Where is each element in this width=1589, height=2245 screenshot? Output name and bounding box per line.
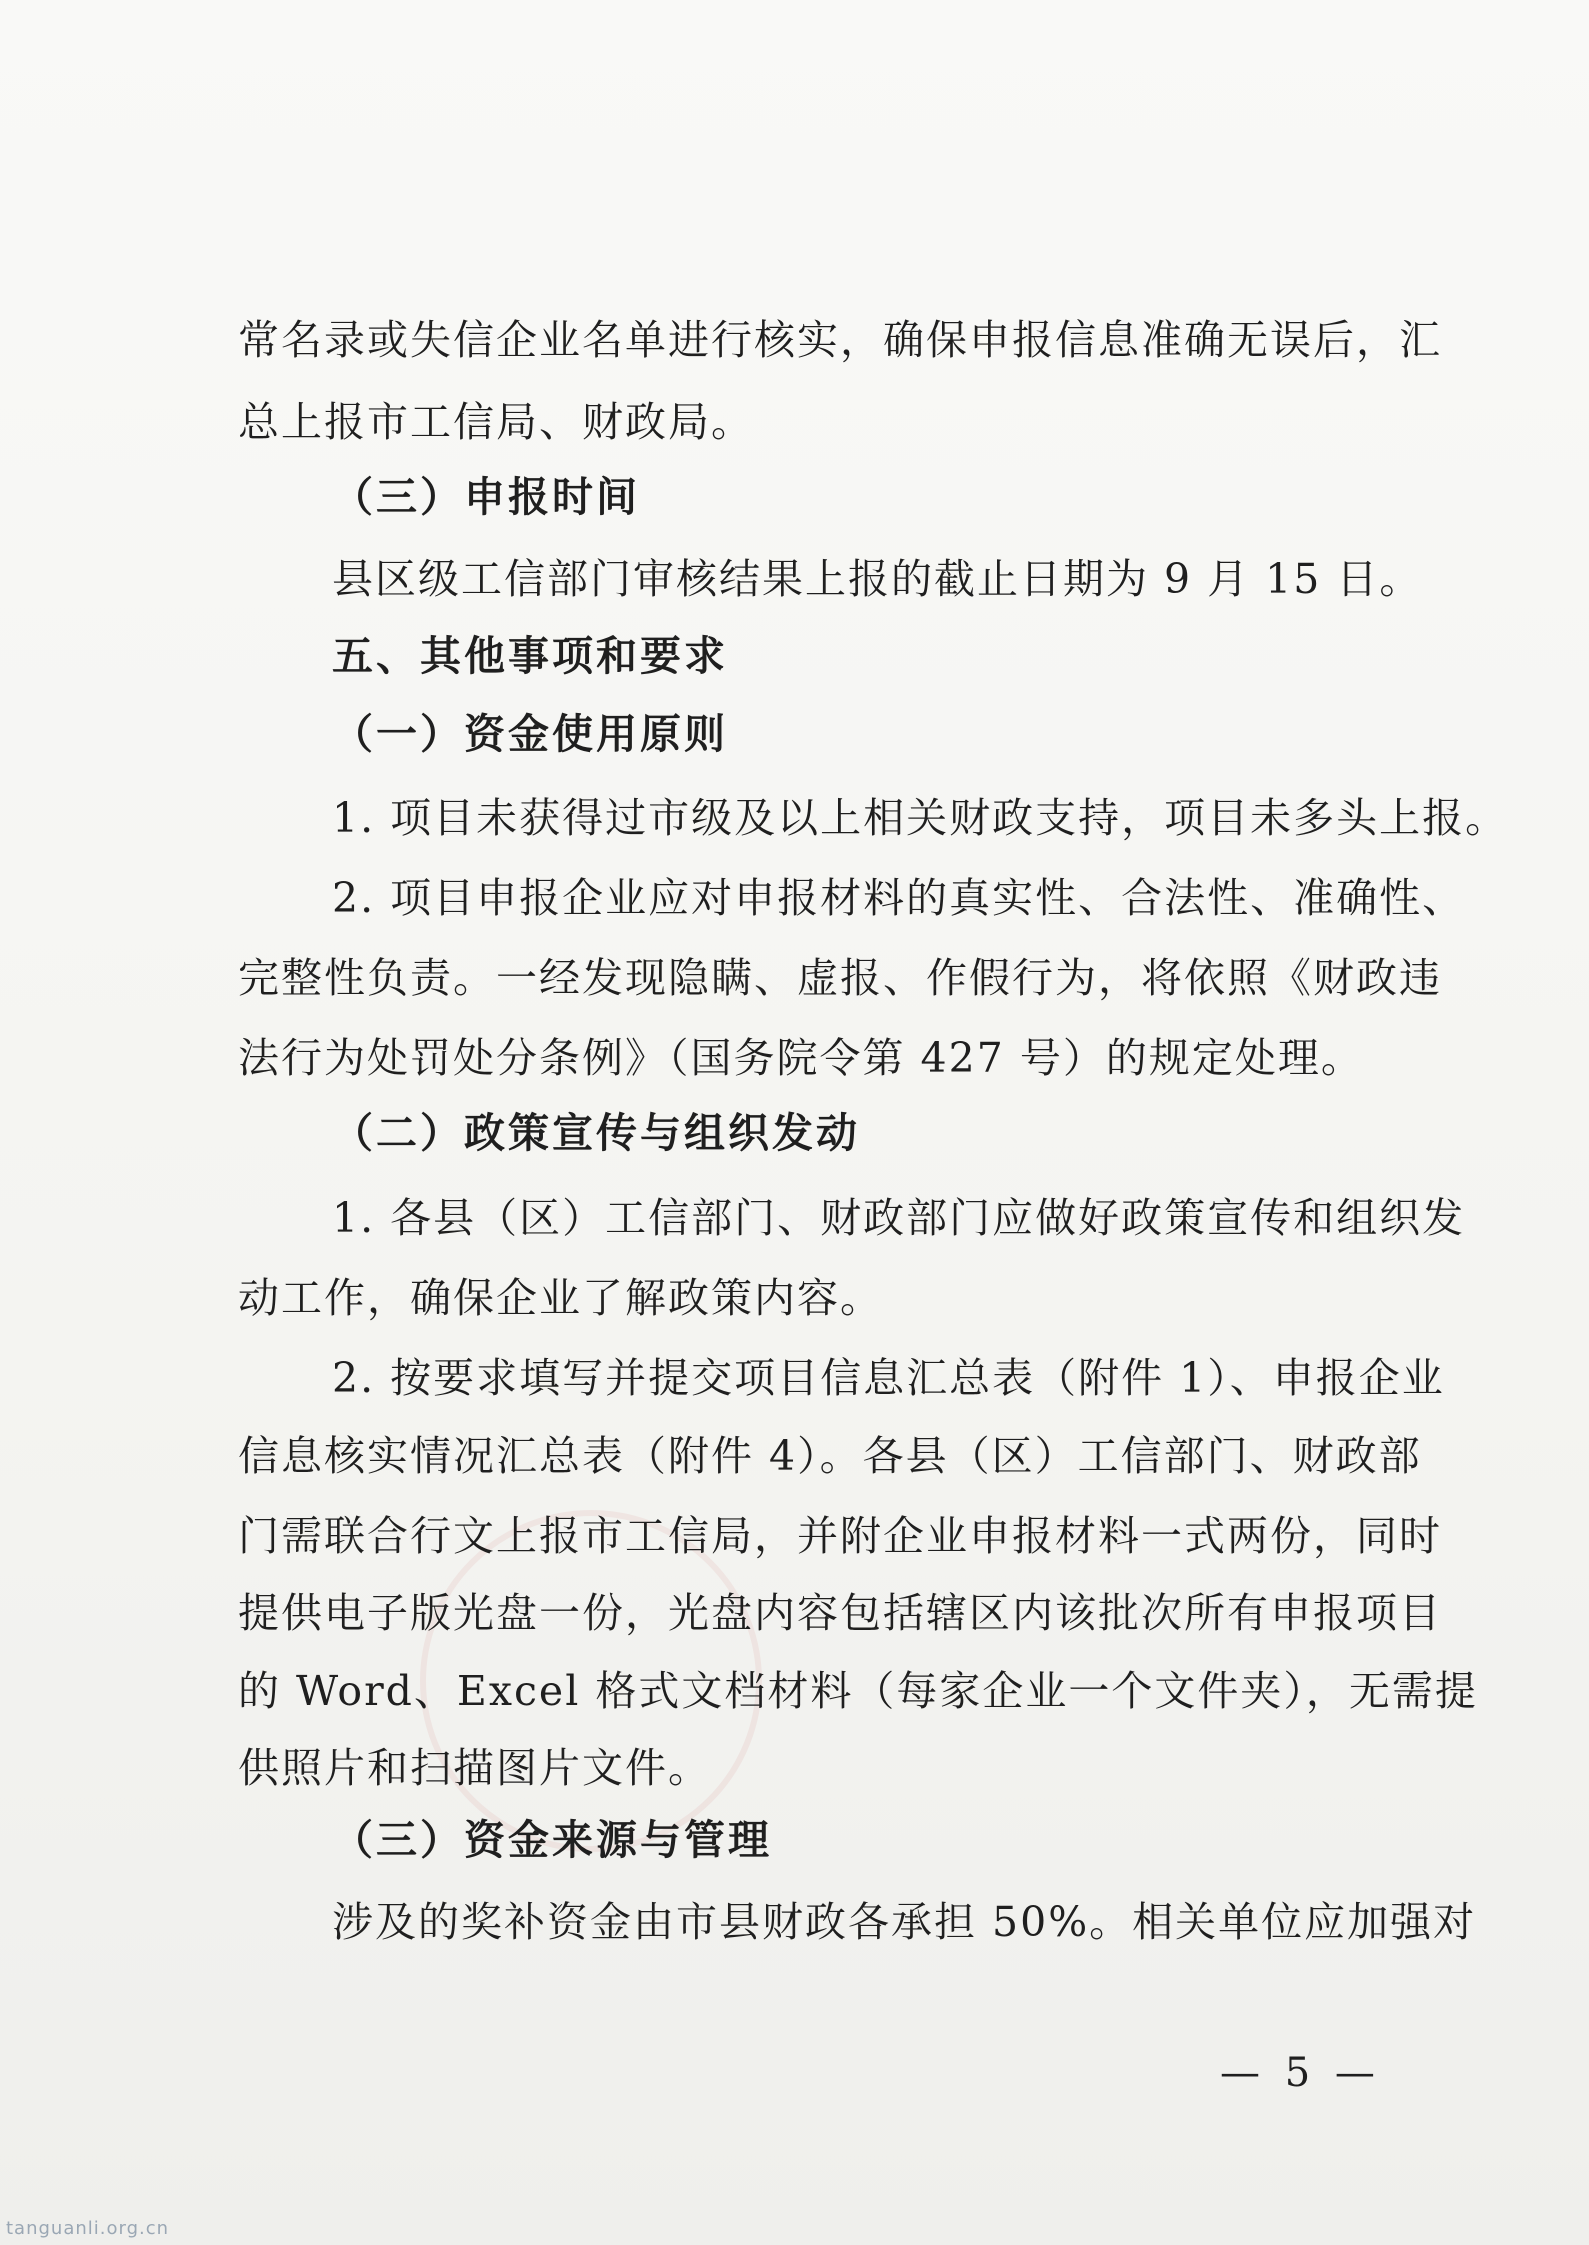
body-line: 2. 按要求填写并提交项目信息汇总表（附件 1）、申报企业 [332,1354,1445,1402]
body-line: 动工作，确保企业了解政策内容。 [238,1274,883,1322]
body-line: 供照片和扫描图片文件。 [238,1744,711,1792]
body-line: 总上报市工信局、财政局。 [238,398,754,446]
section-heading: （三）资金来源与管理 [332,1816,772,1864]
body-line: 1. 项目未获得过市级及以上相关财政支持，项目未多头上报。 [332,794,1509,842]
body-line: 涉及的奖补资金由市县财政各承担 50%。相关单位应加强对 [332,1898,1477,1946]
body-line: 的 Word、Excel 格式文档材料（每家企业一个文件夹），无需提 [238,1667,1478,1715]
watermark-text: tanguanli.org.cn [6,2218,170,2239]
page-number: — 5 — [1220,2050,1381,2096]
body-line: 信息核实情况汇总表（附件 4）。各县（区）工信部门、财政部 [238,1432,1422,1480]
body-line: 2. 项目申报企业应对申报材料的真实性、合法性、准确性、 [332,874,1466,922]
body-line: 完整性负责。一经发现隐瞒、虚报、作假行为，将依照《财政违 [238,954,1442,1002]
body-line: 1. 各县（区）工信部门、财政部门应做好政策宣传和组织发 [332,1194,1466,1242]
section-heading: 五、其他事项和要求 [332,632,728,680]
body-line: 门需联合行文上报市工信局，并附企业申报材料一式两份，同时 [238,1512,1442,1560]
section-heading: （一）资金使用原则 [332,710,728,758]
body-line: 法行为处罚处分条例》（国务院令第 427 号）的规定处理。 [238,1034,1364,1082]
body-line: 县区级工信部门审核结果上报的截止日期为 9 月 15 日。 [332,555,1423,603]
body-line: 常名录或失信企业名单进行核实，确保申报信息准确无误后，汇 [238,316,1442,364]
section-heading: （二）政策宣传与组织发动 [332,1109,860,1157]
body-line: 提供电子版光盘一份，光盘内容包括辖区内该批次所有申报项目 [238,1589,1442,1637]
section-heading: （三）申报时间 [332,473,640,521]
